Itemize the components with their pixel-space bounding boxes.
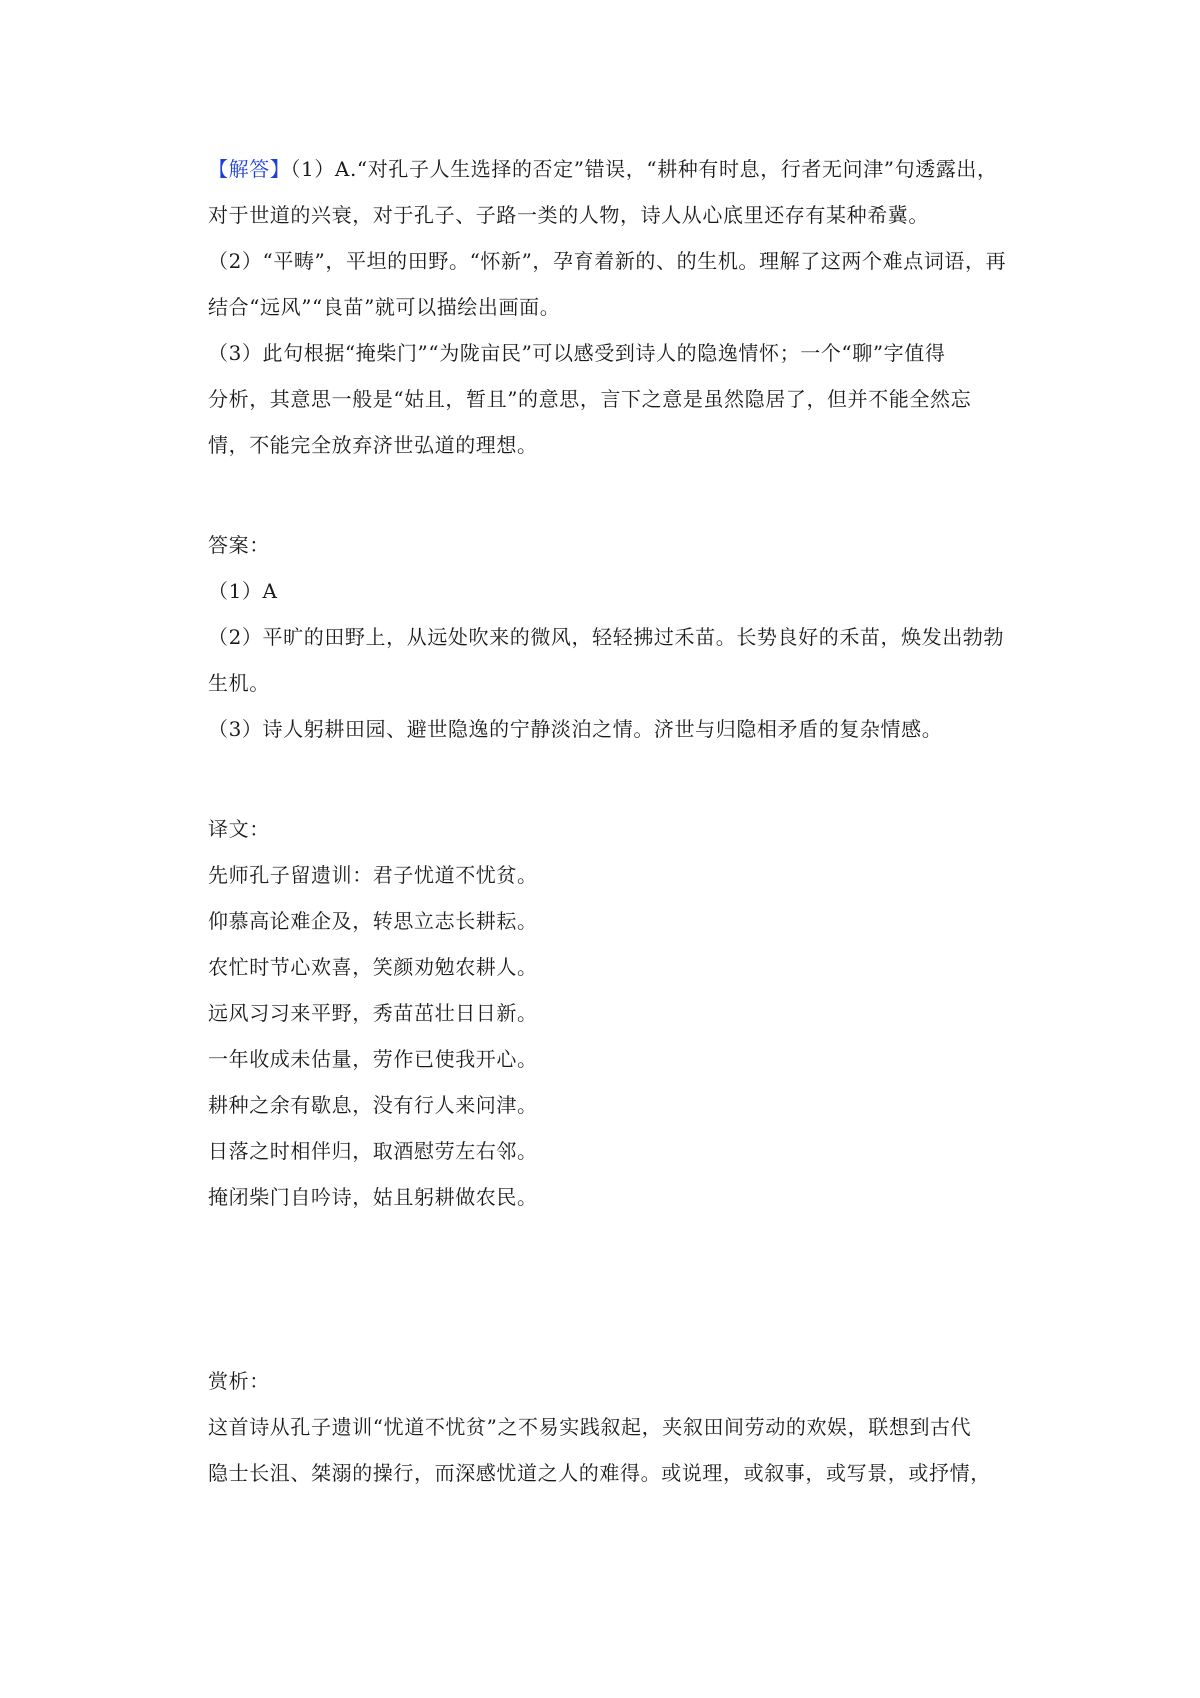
- spacer: [208, 468, 1018, 514]
- appreciation-heading: 赏析：: [208, 1369, 270, 1393]
- analysis-line-5: （3）此句根据“掩柴门”“为陇亩民”可以感受到诗人的隐逸情怀；一个“聊”字值得: [208, 341, 946, 365]
- appreciation-section: [208, 1358, 1018, 1496]
- answer-line-3: 生机。: [208, 671, 270, 695]
- analysis-line-3: （2）“平畴”，平坦的田野。“怀新”，孕育着新的、的生机。理解了这两个难点词语，再: [208, 249, 1007, 273]
- appreciation-line-1: 这首诗从孔子遗训“忧道不忧贫”之不易实践叙起，夹叙田间劳动的欢娱，联想到古代: [208, 1415, 972, 1439]
- translation-heading: 译文：: [208, 817, 270, 841]
- spacer: [208, 514, 1018, 522]
- document-page: [208, 146, 1018, 1496]
- analysis-line-7: 情，不能完全放弃济世弘道的理想。: [208, 433, 538, 457]
- translation-line-1: 先师孔子留遗训：君子忧道不忧贫。: [208, 863, 538, 887]
- analysis-line-1: 【解答】（1）A.“对孔子人生选择的否定”错误，“耕种有时息，行者无问津”句透露出，: [208, 157, 998, 181]
- translation-line-8: 掩闭柴门自吟诗，姑且躬耕做农民。: [208, 1185, 538, 1209]
- analysis-line-4: 结合“远风”“良苗”就可以描绘出画面。: [208, 295, 561, 319]
- answer-heading: 答案：: [208, 533, 270, 557]
- translation-line-4: 远风习习来平野，秀苗茁壮日日新。: [208, 1001, 538, 1025]
- analysis-tag: 【解答】: [208, 157, 291, 181]
- spacer: [208, 798, 1018, 806]
- translation-line-6: 耕种之余有歇息，没有行人来问津。: [208, 1093, 538, 1117]
- answer-line-1: （1）A: [208, 579, 278, 603]
- analysis-section: [208, 146, 1018, 468]
- answer-section: [208, 522, 1018, 752]
- translation-line-7: 日落之时相伴归，取酒慰劳左右邻。: [208, 1139, 538, 1163]
- analysis-line-6: 分析，其意思一般是“姑且，暂且”的意思，言下之意是虽然隐居了，但并不能全然忘: [208, 387, 972, 411]
- answer-line-4: （3）诗人躬耕田园、避世隐逸的宁静淡泊之情。济世与归隐相矛盾的复杂情感。: [208, 717, 943, 741]
- spacer: [208, 1220, 1018, 1358]
- translation-line-3: 农忙时节心欢喜，笑颜劝勉农耕人。: [208, 955, 538, 979]
- answer-line-2: （2）平旷的田野上，从远处吹来的微风，轻轻拂过禾苗。长势良好的禾苗，焕发出勃勃: [208, 625, 1005, 649]
- translation-section: [208, 806, 1018, 1220]
- spacer: [208, 752, 1018, 798]
- analysis-line-2: 对于世道的兴衰，对于孔子、子路一类的人物，诗人从心底里还存有某种希冀。: [208, 203, 929, 227]
- translation-line-5: 一年收成未估量，劳作已使我开心。: [208, 1047, 538, 1071]
- appreciation-line-2: 隐士长沮、桀溺的操行，而深感忧道之人的难得。或说理，或叙事，或写景，或抒情，: [208, 1461, 991, 1485]
- translation-line-2: 仰慕高论难企及，转思立志长耕耘。: [208, 909, 538, 933]
